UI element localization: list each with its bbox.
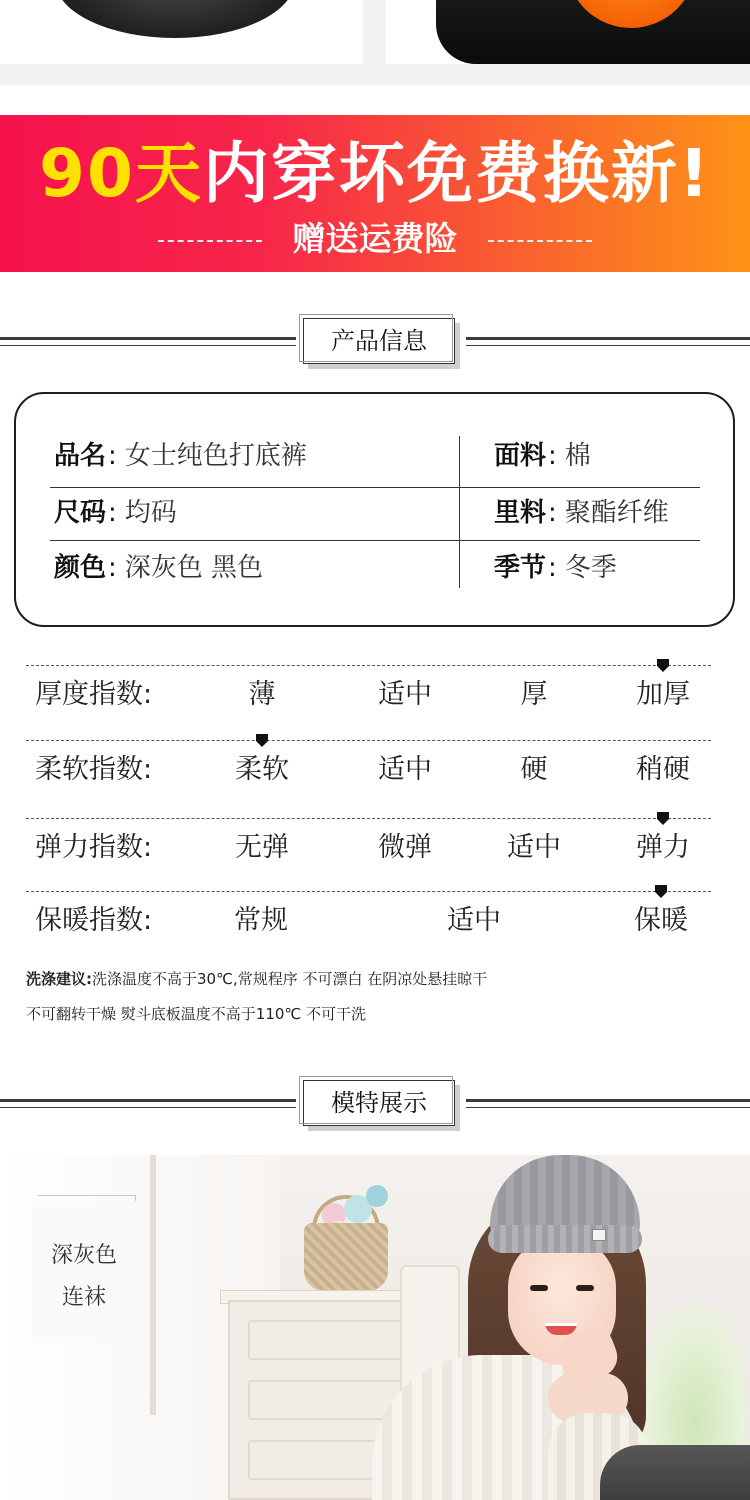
wash-note-line-1 [26,968,487,990]
index-option: 适中 [447,905,501,936]
section-rule-left [0,337,296,346]
section-rule-right [466,1099,750,1108]
info-row [50,542,700,594]
info-row [50,430,700,482]
info-colon: : [108,498,117,528]
info-cell-fabric [494,430,591,482]
info-value: 深灰色 黑色 [124,553,264,583]
index-row [0,891,750,951]
selected-marker-icon [657,659,669,672]
index-row [0,665,750,725]
info-cell-season [494,542,617,594]
info-value: 女士纯色打底裤 [124,441,307,471]
info-row [50,487,700,539]
selected-marker-icon [657,812,669,825]
info-value: 均码 [124,498,177,528]
wash-note-line-2: 不可翻转干燥 熨斗底板温度不高于110℃ 不可干洗 [26,1005,367,1023]
info-colon: : [108,553,117,583]
info-value: 聚酯纤维 [564,498,669,528]
index-option: 硬 [520,754,548,785]
index-row [0,740,750,800]
index-label: 柔软指数: [35,754,153,785]
info-cell-color [54,542,263,594]
window-frame [150,1155,156,1415]
index-option: 常规 [234,905,288,936]
info-value: 冬季 [564,553,617,583]
banner-title-rest: 内穿坏免费换新! [202,135,711,212]
index-row-divider [26,665,711,666]
section-header-product-info [0,318,750,368]
info-key: 面料 [494,441,547,471]
wicker-basket [304,1223,388,1291]
index-row-divider [26,891,711,892]
index-option: 弹力 [636,832,690,863]
section-title: 模特展示 [331,1089,427,1117]
section-rule-left [0,1099,296,1108]
index-option: 稍硬 [636,754,690,785]
product-photo-left [0,0,363,64]
selected-marker-icon [256,734,268,747]
index-row-divider [26,818,711,819]
info-colon: : [108,441,117,471]
banner-title-highlight: 90天 [39,135,203,212]
index-option: 保暖 [634,905,688,936]
info-key: 里料 [494,498,547,528]
info-key: 品名 [54,441,107,471]
cabinet-drawer [248,1320,408,1360]
index-label: 厚度指数: [35,679,153,710]
banner-dash-right [488,240,592,242]
knit-hat-brim [488,1225,642,1253]
index-row [0,818,750,878]
index-label: 弹力指数: [35,832,153,863]
promo-banner [0,115,750,272]
banner-title [0,137,750,211]
wash-key: 洗涤建议 [26,970,87,988]
color-tag-style: 连袜 [61,1285,106,1310]
index-option: 无弹 [235,832,289,863]
index-row-divider [26,740,711,741]
banner-subtitle-row [0,219,750,259]
section-title: 产品信息 [331,327,427,355]
info-cell-lining [494,487,669,539]
section-header-model [0,1080,750,1130]
product-info-card [14,392,735,627]
info-cell-name [54,430,307,482]
section-rule-right [466,337,750,346]
flower [366,1185,388,1207]
index-option: 薄 [248,679,276,710]
info-value: 棉 [564,441,591,471]
grey-legging [600,1445,750,1500]
info-colon: : [548,441,557,471]
index-option: 适中 [378,679,432,710]
model-eye [576,1285,594,1291]
index-option: 适中 [378,754,432,785]
info-key: 季节 [494,553,547,583]
info-key: 尺码 [54,498,107,528]
index-option: 柔软 [235,754,289,785]
index-option: 加厚 [636,679,690,710]
info-colon: : [548,498,557,528]
model-eye [530,1285,548,1291]
wash-colon: : [86,970,93,988]
selected-marker-icon [655,885,667,898]
product-photo-right [386,0,750,64]
index-option: 厚 [520,679,548,710]
info-row-divider [50,540,700,541]
info-key: 颜色 [54,553,107,583]
color-tag-color: 深灰色 [50,1243,117,1268]
banner-subtitle: 赠送运费险 [292,219,458,258]
index-option: 适中 [507,832,561,863]
color-tag [32,1201,136,1343]
hat-label-tag [592,1229,606,1241]
info-cell-size [54,487,177,539]
info-colon: : [548,553,557,583]
index-option: 微弹 [378,832,432,863]
wash-text: 洗涤温度不高于30℃,常规程序 不可漂白 在阴凉处悬挂晾干 [92,970,488,988]
index-label: 保暖指数: [35,905,153,936]
